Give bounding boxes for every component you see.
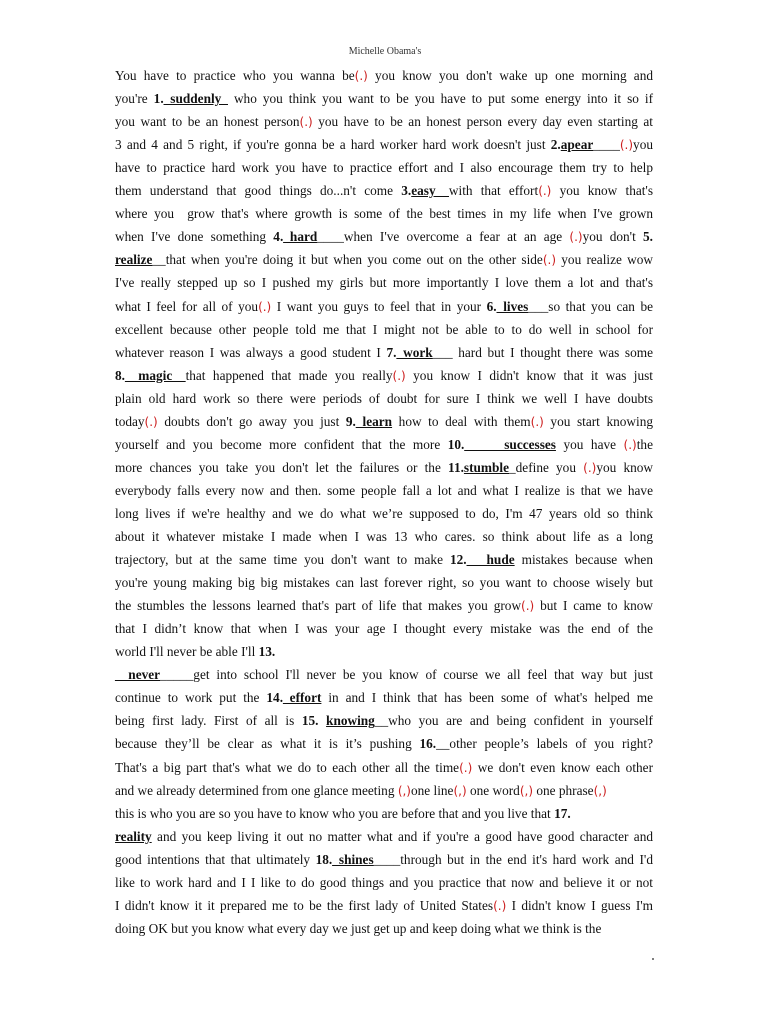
stray-dot-mark xyxy=(652,958,654,960)
text-line xyxy=(115,387,653,410)
blank-number: 14. xyxy=(266,690,284,706)
text-line xyxy=(115,271,653,294)
text-line xyxy=(115,248,653,271)
text-line xyxy=(115,525,653,548)
punctuation-mark: (.) xyxy=(623,437,637,452)
text-run: we don't even know each other xyxy=(472,759,654,775)
text-run: 3 and 4 and 5 right, if you're gonna be a hard worker hard work doesn't just xyxy=(115,137,551,153)
filled-answer: _shines xyxy=(332,851,374,867)
text-line xyxy=(115,571,653,594)
text-run: and we already determined from one glance meeting xyxy=(115,782,398,798)
punctuation-mark: (,) xyxy=(453,783,467,798)
filled-answer: ______successes xyxy=(464,436,556,452)
text-line xyxy=(115,894,653,917)
text-run: doubts don't go away you just xyxy=(157,413,346,429)
text-run: mistakes because when xyxy=(514,552,653,568)
text-line xyxy=(115,318,653,341)
blank-number: 16. xyxy=(419,736,437,752)
text-line xyxy=(115,225,653,248)
text-run: You have to practice who you wanna be xyxy=(115,68,355,83)
text-line xyxy=(115,640,653,663)
text-run: everybody falls every now and then. some people fall a lot and what I realize is that we have xyxy=(115,482,653,498)
text-run: where you grow that's where growth is some of the best times in my life when I've grown xyxy=(115,206,653,222)
text-run: one phrase xyxy=(533,782,594,798)
text-line xyxy=(115,364,653,387)
text-run: doing OK but you know what every day we just get up and keep doing what we think is the xyxy=(115,920,602,936)
punctuation-mark: (.) xyxy=(619,138,634,153)
blank-number: 2. xyxy=(550,137,561,153)
filled-answer: _lives xyxy=(496,298,529,314)
text-run: world I'll never be able I'll xyxy=(115,644,259,660)
punctuation-mark: (.) xyxy=(299,115,313,130)
text-run: you know that's xyxy=(551,183,654,199)
text-run: _define you xyxy=(509,459,584,475)
text-run: the stumbles the lessons learned that's part of life that makes you grow xyxy=(115,598,522,614)
text-run: ____through but in the end it's hard work and I'd xyxy=(373,851,653,867)
blank-number: 15. xyxy=(301,713,319,729)
text-run: you have xyxy=(555,436,624,452)
text-run: being first lady. First of all is xyxy=(115,713,302,729)
punctuation-mark: (.) xyxy=(493,898,507,913)
text-line xyxy=(115,663,653,686)
text-line xyxy=(115,156,653,179)
filled-answer: _work xyxy=(396,344,433,360)
text-line xyxy=(115,502,653,525)
text-run: _____get into school I'll never be you know of course we all feel that way but just xyxy=(160,667,653,683)
text-run: but I came to know xyxy=(534,598,653,614)
text-run: have to practice hard work you have to practice effort and I also encourage them try to help xyxy=(115,160,653,176)
blank-number: 11. xyxy=(448,459,464,475)
text-run: them understand that good things do...n't come xyxy=(115,183,402,199)
text-run: you know I didn't know that it was just xyxy=(405,367,653,383)
text-line xyxy=(115,825,653,848)
text-run: one word xyxy=(466,782,520,798)
text-run: who you think you want to be you have to put some energy into it so if xyxy=(227,91,654,107)
text-run: you're xyxy=(115,91,154,107)
text-run: you xyxy=(633,137,653,153)
blank-number: 17. xyxy=(554,805,571,821)
filled-answer: _suddenly_ xyxy=(163,91,228,107)
text-line xyxy=(115,686,653,709)
blank-number: 12. xyxy=(449,552,467,568)
punctuation-mark: (.) xyxy=(542,253,557,268)
text-run: I didn't know I guess I'm xyxy=(506,897,653,913)
text-run: __other people’s labels of you right? xyxy=(436,736,653,752)
text-line xyxy=(115,709,653,732)
filled-answer: stumble xyxy=(463,459,509,475)
text-run: with that effort xyxy=(448,183,539,199)
text-run: in and I think that has been some of what's helped me xyxy=(321,690,653,706)
text-run: this is who you are so you have to know who you are before that and you live that xyxy=(115,805,555,821)
text-run: you know you don't wake up one morning and xyxy=(367,68,654,83)
text-run: I want you guys to feel that in your xyxy=(271,298,487,314)
text-run: ____when I've overcome a fear at an age xyxy=(317,229,570,245)
filled-answer: knowing xyxy=(326,713,375,729)
text-line xyxy=(115,433,653,456)
text-run: I didn't know it it prepared me to be the first lady of United States xyxy=(115,897,494,913)
blank-number: 9. xyxy=(345,413,356,429)
blank-number: 5. xyxy=(643,229,653,245)
punctuation-mark: (.) xyxy=(583,460,597,475)
blank-number: 18. xyxy=(315,851,333,867)
punctuation-mark: (.) xyxy=(144,414,158,429)
text-line xyxy=(115,802,653,825)
text-line xyxy=(115,179,653,202)
blank-number: 10. xyxy=(447,436,465,452)
filled-answer: __magic__ xyxy=(124,367,186,383)
filled-answer: ___hude xyxy=(466,552,515,568)
text-line xyxy=(115,133,653,156)
blank-number: 8. xyxy=(115,367,125,383)
document-title: Michelle Obama's xyxy=(348,46,422,57)
filled-answer: realize xyxy=(115,252,153,268)
punctuation-mark: (.) xyxy=(538,184,552,199)
text-line xyxy=(115,871,653,894)
text-run: ___ hard but I thought there was some xyxy=(432,344,654,360)
text-run: what I feel for all of you xyxy=(115,298,259,314)
text-run: you realize wow xyxy=(556,252,654,268)
blank-number: 1. xyxy=(153,91,164,107)
text-run: __who you are and being confident in yourself xyxy=(374,713,653,729)
filled-answer: reality xyxy=(115,828,152,844)
text-run: long lives if we're healthy and we do what we’re supposed to do, I'm 47 years old so think xyxy=(115,505,653,521)
punctuation-mark: (.) xyxy=(392,368,406,383)
text-run: you don't xyxy=(582,229,643,245)
blank-number: 13. xyxy=(258,644,276,660)
text-line xyxy=(115,64,653,87)
text-line xyxy=(115,732,653,755)
blank-number: 4. xyxy=(273,229,284,245)
filled-answer: apear xyxy=(560,137,594,153)
text-run: __that when you're doing it but when you come out on the other side xyxy=(152,252,543,268)
filled-answer: __never xyxy=(115,667,161,683)
punctuation-mark: (.) xyxy=(354,69,368,83)
text-line xyxy=(115,617,653,640)
text-run: you're young making big big mistakes can last forever right, so you want to choose wisely but xyxy=(115,575,653,591)
text-line xyxy=(115,410,653,433)
text-run xyxy=(318,713,326,728)
text-run: that happened that made you really xyxy=(185,367,393,383)
text-line xyxy=(115,295,653,318)
filled-answer: _effort xyxy=(283,690,322,706)
text-run: how to deal with them xyxy=(392,413,531,429)
filled-answer: easy__ xyxy=(411,183,449,199)
punctuation-mark: (.) xyxy=(521,599,535,614)
text-run: yourself and you become more confident that the more xyxy=(115,436,448,452)
text-run: you start knowing xyxy=(543,413,653,429)
punctuation-mark: (.) xyxy=(258,299,272,314)
text-run: ____ xyxy=(593,137,620,153)
blank-number: 3. xyxy=(401,183,412,199)
text-line xyxy=(115,341,653,364)
text-run: whatever reason I was always a good student I xyxy=(115,344,387,360)
text-run: more chances you take you don't let the failures or the xyxy=(115,459,449,475)
text-run: excellent because other people told me that I might not be able to to do well in school for xyxy=(115,321,653,337)
text-line xyxy=(115,756,653,779)
text-line xyxy=(115,456,653,479)
text-run: the xyxy=(636,436,653,452)
text-line xyxy=(115,848,653,871)
text-run: ___so that you can be xyxy=(528,298,654,314)
text-run: trajectory, but at the same time you don't want to make xyxy=(115,552,450,568)
punctuation-mark: (,) xyxy=(519,783,534,798)
text-run: and you keep living it out no matter what and if you're a good have good character and xyxy=(151,828,653,844)
punctuation-mark: (.) xyxy=(569,230,583,245)
text-run: about it whatever mistake I made when I was 13 who cares. so think about life as a long xyxy=(115,529,653,544)
text-run: when I've done something xyxy=(115,229,274,245)
text-run: that I didn’t know that when I was your age I thought every mistake was the end of the xyxy=(115,621,653,637)
text-run: you know xyxy=(596,459,654,475)
text-run: I've really stepped up so I pushed my girls but more importantly I love them a lot and that's xyxy=(115,275,653,291)
text-run: plain old hard work so there were periods of doubt for sure I think we well I have doubts xyxy=(115,390,653,406)
punctuation-mark: (,) xyxy=(397,783,411,798)
punctuation-mark: (.) xyxy=(459,760,473,775)
text-line xyxy=(115,594,653,617)
punctuation-mark: (,) xyxy=(593,783,607,798)
filled-answer: _hard xyxy=(283,229,318,245)
text-line xyxy=(115,548,653,571)
text-line xyxy=(115,917,653,940)
text-line xyxy=(115,110,653,133)
text-line xyxy=(115,202,653,225)
blank-number: 6. xyxy=(486,298,497,314)
text-run: That's a big part that's what we do to each other all the time xyxy=(115,759,460,775)
text-run: one line xyxy=(411,782,454,798)
filled-answer: _learn xyxy=(355,413,393,429)
text-run: continue to work put the xyxy=(115,690,267,706)
blank-number: 7. xyxy=(386,344,397,360)
text-run: you want to be an honest person xyxy=(115,114,300,130)
text-line xyxy=(115,87,653,110)
text-run: today xyxy=(115,413,145,429)
text-line xyxy=(115,479,653,502)
text-line xyxy=(115,779,653,802)
text-run: you have to be an honest person every day even starting at xyxy=(312,114,653,130)
punctuation-mark: (.) xyxy=(530,414,544,429)
text-run: like to work hard and I I like to do good things and you practice that now and believe it or not xyxy=(115,874,653,890)
text-run: because they’ll be clear as what it is it’s pushing xyxy=(115,736,420,752)
text-run: good intentions that that ultimately xyxy=(115,851,316,867)
